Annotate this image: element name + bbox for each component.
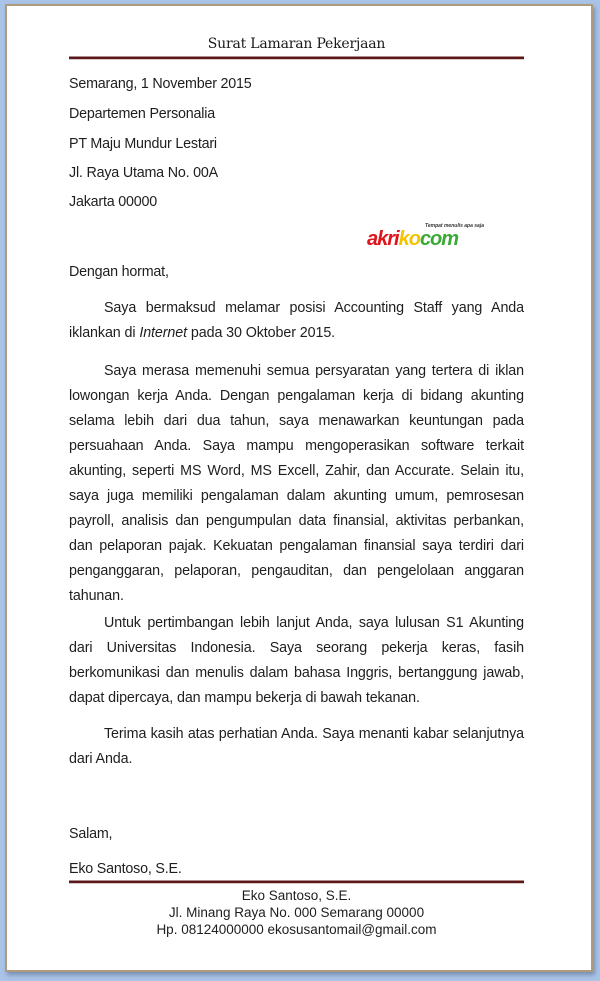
letterhead-footer xyxy=(69,887,524,938)
date-line: Semarang, 1 November 2015 xyxy=(69,76,252,92)
logo-tagline: Tempat menulis apa saja xyxy=(425,223,485,229)
footer-contact: Hp. 08124000000 ekosusantomail@gmail.com xyxy=(156,922,437,937)
recipient-company: PT Maju Mundur Lestari xyxy=(69,136,217,152)
logo-part-akri: akri xyxy=(367,228,399,250)
paragraph-2: Saya merasa memenuhi semua persyaratan yang tertera di iklan lowongan kerja Anda. Dengan pengalaman kerja di bidang akunting selama lebih dari dua tahun, saya menawarkan keuntungan pada persuahaan Anda. Saya mampu mengoperasikan software terkait akunting, seperti MS Word, MS Excell, Zahir, dan Accurate. Selain itu, saya juga memiliki pengalaman dalam akunting umum, pemrosesan payroll, analisis dan pengumpulan data finansial, aktivitas perbankan, dan pelaporan pajak. Kekuatan pengalaman finansial saya terdiri dari penganggaran, pelaporan, pengauditan, dan pengelolaan anggaran tahunan. xyxy=(69,363,524,604)
paragraph-1 xyxy=(69,296,524,346)
footer-rule xyxy=(69,880,524,884)
closing: Salam, xyxy=(69,826,113,842)
paragraph-1-italic: Internet xyxy=(139,325,188,341)
document-title: Surat Lamaran Pekerjaan xyxy=(207,36,386,52)
paragraph-1-text-end: pada 30 Oktober 2015. xyxy=(187,325,336,341)
paragraph-4: Terima kasih atas perhatian Anda. Saya menanti kabar selanjutnya dari Anda. xyxy=(69,726,524,767)
recipient-city: Jakarta 00000 xyxy=(69,194,158,210)
paragraph-3: Untuk pertimbangan lebih lanjut Anda, saya lulusan S1 Akunting dari Universitas Indonesia. Saya seorang pekerja keras, fasih berkomunikasi dan menulis dalam bahasa Inggris, bertanggung jawab, dapat dipercaya, dan mampu bekerja di bawah tekanan. xyxy=(69,615,524,706)
signature-name: Eko Santoso, S.E. xyxy=(69,861,182,877)
akriko-logo xyxy=(367,223,497,249)
footer-address: Jl. Minang Raya No. 000 Semarang 00000 xyxy=(168,905,425,920)
logo-part-ko: ko xyxy=(398,228,420,250)
recipient-street: Jl. Raya Utama No. 00A xyxy=(69,165,218,181)
salutation: Dengan hormat, xyxy=(69,264,169,280)
header-rule xyxy=(69,56,524,60)
logo-wordmark xyxy=(367,228,458,251)
logo-part-com: com xyxy=(419,228,459,250)
footer-name: Eko Santoso, S.E. xyxy=(241,888,352,903)
paragraph-1-text: Saya bermaksud melamar posisi Accounting Staff yang Anda iklankan di xyxy=(69,300,524,341)
recipient-department: Departemen Personalia xyxy=(69,106,216,122)
